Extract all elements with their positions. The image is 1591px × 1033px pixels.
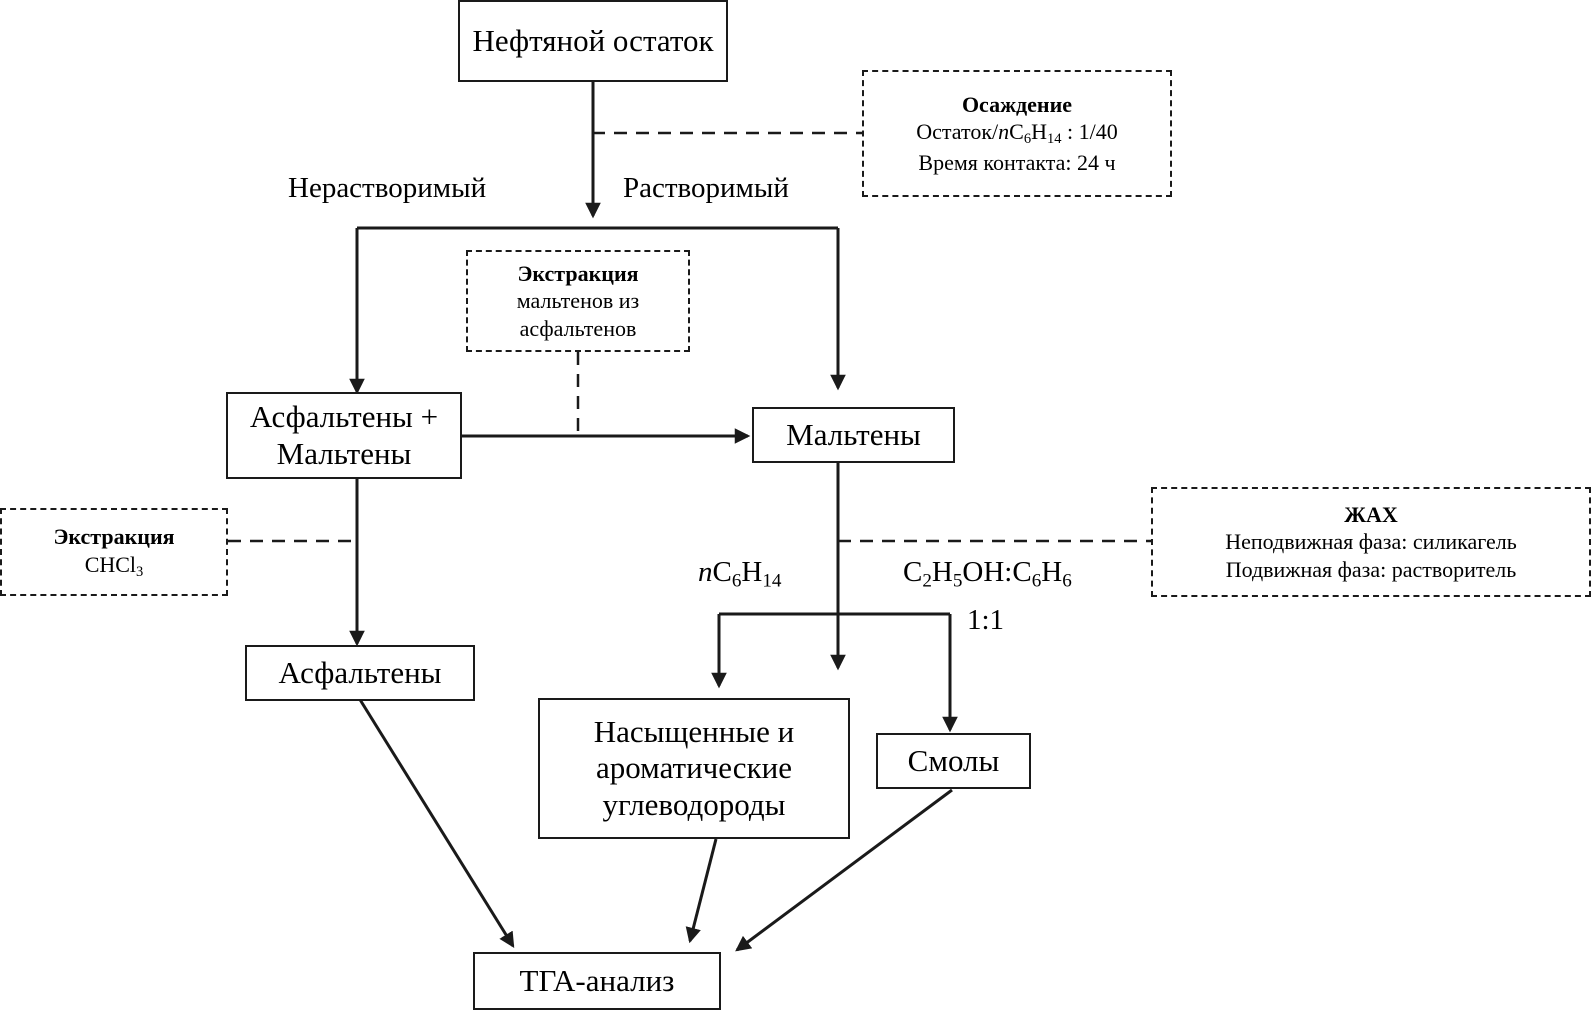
note-extraction-chcl3-header: Экстракция xyxy=(53,524,175,550)
note-extraction-chcl3 xyxy=(0,508,228,596)
node-resins xyxy=(876,733,1031,789)
node-resins-label: Смолы xyxy=(907,742,1000,778)
note-liquid-chromatography-header: ЖАХ xyxy=(1344,501,1398,527)
node-tga-analysis xyxy=(473,952,721,1010)
note-extraction-maltenes-line1: мальтенов из xyxy=(516,288,640,314)
edge-saturates-to-tga xyxy=(690,839,716,941)
node-petroleum-residue xyxy=(458,0,728,82)
node-saturates-and-aromatics-label: Насыщенные и ароматические углеводороды xyxy=(593,713,795,822)
note-liquid-chromatography xyxy=(1151,487,1591,597)
note-precipitation-line2: Время контакта: 24 ч xyxy=(918,149,1116,175)
edge-label-soluble: Растворимый xyxy=(623,172,789,204)
note-extraction-chcl3-line1: CHCl$_3$ xyxy=(84,551,144,580)
note-precipitation xyxy=(862,70,1172,197)
note-precipitation-line1: Остаток/$nC_6H_{14}$ : 1/40 xyxy=(916,119,1118,148)
edge-label-insoluble: Нерастворимый xyxy=(288,172,487,204)
node-maltenes xyxy=(752,407,955,463)
note-extraction-maltenes xyxy=(466,250,690,352)
note-extraction-maltenes-header: Экстракция xyxy=(517,260,639,286)
node-asphaltenes xyxy=(245,645,475,701)
edge-asphaltenes-to-tga xyxy=(359,698,513,946)
node-asphaltenes-label: Асфальтены xyxy=(278,654,442,690)
node-asphaltenes-plus-maltenes-label: Асфальтены + Мальтены xyxy=(249,398,439,471)
note-precipitation-header: Осаждение xyxy=(961,91,1073,117)
node-petroleum-residue-label: Нефтяной остаток xyxy=(472,22,714,58)
edge-label-eluent: $C_2H_5OH:C_6H_6$ xyxy=(903,556,1072,592)
note-liquid-chromatography-line2: Подвижная фаза: растворитель xyxy=(1225,556,1517,582)
node-tga-analysis-label: ТГА-анализ xyxy=(519,962,675,998)
edge-label-eluent-ratio: 1:1 xyxy=(967,604,1005,636)
note-extraction-maltenes-line2: асфальтенов xyxy=(519,315,637,341)
node-saturates-and-aromatics xyxy=(538,698,850,839)
node-maltenes-label: Мальтены xyxy=(786,416,921,452)
note-liquid-chromatography-line1: Неподвижная фаза: силикагель xyxy=(1225,529,1517,555)
edge-label-hexane: $nC_6H_{14}$ xyxy=(698,556,782,592)
node-asphaltenes-plus-maltenes xyxy=(226,392,462,479)
